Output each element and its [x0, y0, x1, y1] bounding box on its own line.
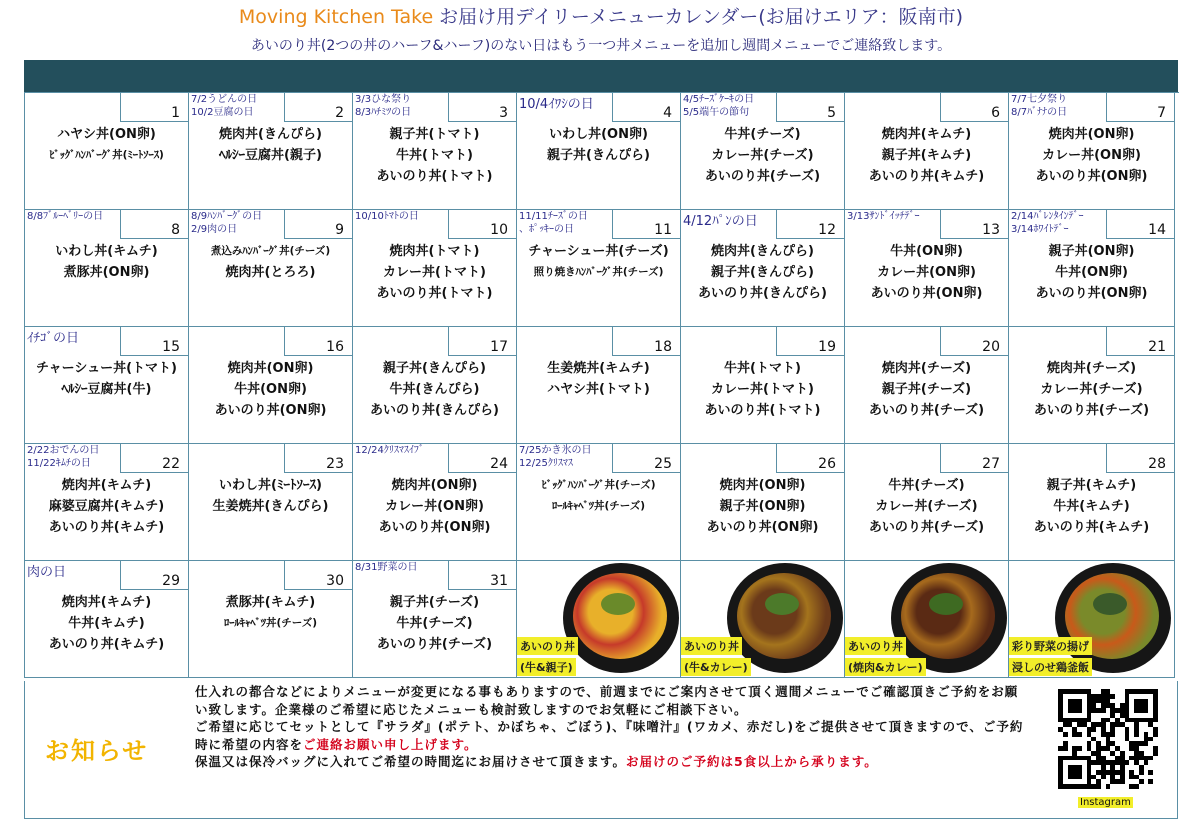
food-photo-cell [1009, 561, 1175, 678]
day-event-note: 7/2うどんの日 [191, 94, 258, 105]
menu-item: 親子丼(ON卵) [1048, 244, 1135, 259]
calendar-day-cell [517, 93, 681, 210]
menu-item: 牛丼(きんぴら) [389, 382, 480, 397]
calendar-day-cell [353, 210, 517, 327]
day-number: 3 [448, 93, 516, 122]
day-event-note: 3/13ｻﾝﾄﾞｲｯﾁﾃﾞｰ [847, 211, 920, 222]
day-number: 2 [284, 93, 352, 122]
menu-item: 親子丼(ON卵) [719, 499, 806, 514]
day-number: 1 [120, 93, 188, 122]
title-text: お届け用デイリーメニューカレンダー(お届けエリア：阪南市) [439, 6, 964, 28]
menu-item: 焼肉丼(きんぴら) [711, 244, 814, 259]
menu-item: カレー丼(ON卵) [385, 499, 484, 514]
day-event-note: 8/31野菜の日 [355, 562, 418, 573]
day-number: 8 [120, 210, 188, 239]
food-photo [845, 561, 1008, 677]
menu-item: ﾛｰﾙｷｬﾍﾞﾂ丼(チーズ) [551, 500, 646, 512]
day-menu-list [845, 124, 1008, 187]
day-event-note: 12/25ｸﾘｽﾏｽ [519, 458, 573, 469]
day-number: 15 [120, 327, 188, 356]
day-event-note: 10/4ｲﾜｼの日 [519, 97, 594, 112]
day-event-note: 8/9ﾊﾝﾊﾞｰｸﾞの日 [191, 211, 263, 222]
photo-label: あいのり丼 [845, 637, 906, 655]
notice-section [24, 681, 1178, 819]
day-event-note: 3/3ひな祭り [355, 94, 412, 105]
menu-item: チャーシュー丼(チーズ) [528, 244, 669, 259]
day-event-note: 8/8ﾌﾞﾙｰﾍﾞﾘｰの日 [27, 211, 104, 222]
day-menu-list [189, 124, 352, 166]
calendar-day-cell [681, 210, 845, 327]
day-menu-list [517, 358, 680, 400]
day-event-note: 5/5端午の節句 [683, 107, 750, 118]
calendar-day-cell [353, 327, 517, 444]
menu-item: あいのり丼(トマト) [376, 286, 493, 301]
notice-title: お知らせ [45, 737, 149, 765]
calendar-day-cell [845, 210, 1009, 327]
menu-item: 煮豚丼(キムチ) [225, 595, 316, 610]
menu-item: 牛丼(トマト) [396, 148, 473, 163]
rice-bowl-image [563, 563, 679, 673]
day-event-note: 11/22ｷﾑﾁの日 [27, 458, 91, 469]
menu-item: あいのり丼(チーズ) [868, 403, 985, 418]
calendar-day-cell [517, 327, 681, 444]
rice-bowl-image [727, 563, 843, 673]
calendar-grid [24, 92, 1179, 678]
food-photo-cell [681, 561, 845, 678]
menu-item: 牛丼(チーズ) [396, 616, 473, 631]
menu-item: あいのり丼(チーズ) [1033, 403, 1150, 418]
day-number: 18 [612, 327, 680, 356]
day-menu-list [25, 592, 188, 655]
menu-item: 親子丼(きんぴら) [547, 148, 650, 163]
day-event-note: 4/5ﾁｰｽﾞｹｰｷの日 [683, 94, 755, 105]
day-number: 25 [612, 444, 680, 473]
calendar-day-cell [681, 444, 845, 561]
menu-item: あいのり丼(ON卵) [214, 403, 327, 418]
day-menu-list [681, 475, 844, 538]
photo-label: あいのり丼 [681, 637, 742, 655]
day-number: 12 [776, 210, 844, 239]
photo-label-detail: (焼肉&カレー) [845, 658, 926, 676]
day-event-note: 10/2豆腐の日 [191, 107, 254, 118]
calendar-day-cell [189, 327, 353, 444]
menu-item: 親子丼(チーズ) [881, 382, 972, 397]
menu-item: ﾛｰﾙｷｬﾍﾞﾂ丼(チーズ) [223, 617, 318, 629]
menu-item: 牛丼(ON卵) [234, 382, 307, 397]
calendar-week-row [25, 561, 1179, 678]
calendar-day-cell [353, 93, 517, 210]
day-event-note: 12/24ｸﾘｽﾏｽｲﾌﾞ [355, 445, 424, 456]
day-number: 26 [776, 444, 844, 473]
menu-item: あいのり丼(キムチ) [868, 169, 985, 184]
calendar-day-cell [353, 444, 517, 561]
menu-item: カレー丼(チーズ) [1040, 382, 1143, 397]
menu-item: 牛丼(キムチ) [68, 616, 145, 631]
menu-item: 親子丼(キムチ) [881, 148, 972, 163]
menu-item: いわし丼(キムチ) [55, 244, 158, 259]
calendar-day-cell [25, 327, 189, 444]
menu-item: 煮込みﾊﾝﾊﾞｰｸﾞ丼(チーズ) [210, 245, 331, 257]
calendar-day-cell [25, 210, 189, 327]
day-event-note: 4/12ﾊﾟﾝの日 [683, 214, 758, 229]
day-menu-list [845, 241, 1008, 304]
menu-item: カレー丼(チーズ) [875, 499, 978, 514]
day-number: 6 [940, 93, 1008, 122]
day-number: 29 [120, 561, 188, 590]
food-photo-cell [845, 561, 1009, 678]
menu-item: ﾍﾙｼｰ豆腐丼(親子) [219, 148, 322, 163]
day-menu-list [353, 124, 516, 187]
calendar-day-cell [1009, 210, 1175, 327]
calendar-day-cell [517, 444, 681, 561]
menu-item: 生姜焼丼(きんぴら) [212, 499, 329, 514]
menu-item: ﾋﾞｯｸﾞﾊﾝﾊﾞｰｸﾞ丼(ﾐｰﾄｿｰｽ) [49, 149, 164, 161]
menu-item: 照り焼きﾊﾝﾊﾞｰｸﾞ丼(チーズ) [533, 266, 664, 278]
menu-item: 焼肉丼(とろろ) [225, 265, 316, 280]
menu-item: ハヤシ丼(ON卵) [57, 127, 156, 142]
menu-item: あいのり丼(きんぴら) [370, 403, 499, 418]
day-menu-list [845, 358, 1008, 421]
menu-item: あいのり丼(ON卵) [1035, 286, 1148, 301]
calendar-day-cell [845, 93, 1009, 210]
day-event-note: ｲﾁｺﾞの日 [27, 331, 80, 346]
day-menu-list [353, 358, 516, 421]
menu-item: 牛丼(ON卵) [1055, 265, 1128, 280]
calendar-week-row [25, 93, 1179, 210]
day-event-note: 8/7ﾊﾞﾅﾅの日 [1011, 107, 1068, 118]
calendar-week-row [25, 327, 1179, 444]
notice-paragraph-1: 仕入れの都合などによりメニューが変更になる事もありますので、前週までにご案内させて頂く週間メニューでご確認頂きご予約をお願い致します。企業様のご希望に応じたメニューも検討致しますのでお気軽にご相談下さい。 [195, 684, 1019, 717]
calendar-day-cell [25, 93, 189, 210]
day-number: 4 [612, 93, 680, 122]
menu-item: あいのり丼(トマト) [376, 169, 493, 184]
day-event-note: 7/7七夕祭り [1011, 94, 1068, 105]
calendar-day-cell [25, 561, 189, 678]
menu-item: あいのり丼(キムチ) [1033, 520, 1150, 535]
calendar-day-cell [25, 444, 189, 561]
menu-item: いわし丼(ON卵) [549, 127, 648, 142]
day-number: 21 [1106, 327, 1174, 356]
instagram-qr-code[interactable] [1058, 689, 1158, 789]
calendar-day-cell [845, 327, 1009, 444]
calendar-day-cell [681, 327, 845, 444]
day-menu-list [845, 475, 1008, 538]
calendar-day-cell [1009, 327, 1175, 444]
calendar-day-cell [189, 93, 353, 210]
day-number: 31 [448, 561, 516, 590]
day-event-note: 10/10ﾄﾏﾄの日 [355, 211, 419, 222]
rice-bowl-image [1055, 563, 1171, 673]
day-menu-list [681, 124, 844, 187]
menu-item: 親子丼(キムチ) [1046, 478, 1137, 493]
menu-item: あいのり丼(チーズ) [868, 520, 985, 535]
notice-paragraph-3-highlight: お届けのご予約は5食以上から承ります。 [626, 754, 878, 769]
day-number: 20 [940, 327, 1008, 356]
food-photo [1009, 561, 1174, 677]
day-menu-list [189, 475, 352, 517]
day-number: 23 [284, 444, 352, 473]
notice-paragraph-2: ご希望に応じてセットとして『サラダ』(ポテト、かぼちゃ、ごぼう)、『味噌汁』(ワカメ、赤だし)をご提供させて頂きますので、ご予約時に希望の内容を [195, 719, 1024, 752]
menu-item: あいのり丼(キムチ) [48, 520, 165, 535]
day-number: 30 [284, 561, 352, 590]
day-event-note: 肉の日 [27, 565, 67, 580]
food-photo-cell [517, 561, 681, 678]
menu-item: あいのり丼(キムチ) [48, 637, 165, 652]
photo-label: あいのり丼 [517, 637, 578, 655]
menu-item: 焼肉丼(ON卵) [391, 478, 478, 493]
day-menu-list [25, 358, 188, 400]
day-number: 28 [1106, 444, 1174, 473]
menu-item: 牛丼(ON卵) [890, 244, 963, 259]
calendar-day-cell [189, 444, 353, 561]
calendar-week-row [25, 444, 1179, 561]
menu-item: 牛丼(トマト) [724, 361, 801, 376]
day-number: 5 [776, 93, 844, 122]
day-number: 13 [940, 210, 1008, 239]
menu-item: あいのり丼(ON卵) [870, 286, 983, 301]
day-menu-list [353, 475, 516, 538]
menu-item: 焼肉丼(キムチ) [61, 478, 152, 493]
day-menu-list [353, 592, 516, 655]
menu-item: 焼肉丼(ON卵) [719, 478, 806, 493]
header-banner [24, 60, 1178, 92]
page-title [0, 4, 1202, 30]
calendar-day-cell [353, 561, 517, 678]
menu-item: あいのり丼(チーズ) [704, 169, 821, 184]
notice-paragraph-2-highlight: ご連絡お願い申し上げます。 [303, 736, 478, 752]
day-number: 7 [1106, 93, 1174, 122]
brand-name: Moving Kitchen Take [238, 6, 434, 28]
menu-item: 焼肉丼(キムチ) [881, 127, 972, 142]
menu-item: いわし丼(ﾐｰﾄｿｰｽ) [219, 478, 322, 493]
menu-item: 焼肉丼(ON卵) [1048, 127, 1135, 142]
rice-bowl-image [891, 563, 1007, 673]
menu-item: ﾍﾙｼｰ豆腐丼(牛) [61, 382, 152, 397]
menu-item: 牛丼(キムチ) [1053, 499, 1130, 514]
photo-label-detail: (牛&カレー) [681, 658, 751, 676]
calendar-day-cell [189, 210, 353, 327]
day-menu-list [25, 124, 188, 166]
menu-item: 焼肉丼(トマト) [389, 244, 480, 259]
day-menu-list [1009, 475, 1174, 538]
menu-item: ハヤシ丼(トマト) [547, 382, 650, 397]
notice-text [195, 683, 1025, 771]
day-event-note: 、ﾎﾟｯｷｰの日 [519, 224, 574, 235]
photo-label-detail: (牛&親子) [517, 658, 576, 676]
menu-item: 焼肉丼(きんぴら) [219, 127, 322, 142]
qr-label: Instagram [1080, 797, 1131, 808]
day-event-note: 7/25かき氷の日 [519, 445, 592, 456]
day-menu-list [353, 241, 516, 304]
menu-item: 焼肉丼(チーズ) [881, 361, 972, 376]
calendar-day-cell [517, 210, 681, 327]
day-event-note: 2/9肉の日 [191, 224, 238, 235]
menu-item: あいのり丼(ON卵) [378, 520, 491, 535]
day-number: 17 [448, 327, 516, 356]
day-menu-list [25, 241, 188, 283]
day-number: 11 [612, 210, 680, 239]
day-event-note: 2/14ﾊﾞﾚﾝﾀｲﾝﾃﾞｰ [1011, 211, 1084, 222]
menu-item: 煮豚丼(ON卵) [63, 265, 150, 280]
menu-item: あいのり丼(きんぴら) [698, 286, 827, 301]
menu-item: 親子丼(トマト) [389, 127, 480, 142]
day-menu-list [25, 475, 188, 538]
day-number: 22 [120, 444, 188, 473]
food-photo [681, 561, 844, 677]
menu-item: カレー丼(トマト) [383, 265, 486, 280]
menu-item: 親子丼(きんぴら) [383, 361, 486, 376]
menu-item: 牛丼(チーズ) [888, 478, 965, 493]
menu-item: チャーシュー丼(トマト) [36, 361, 177, 376]
day-menu-list [517, 124, 680, 166]
photo-label: 彩り野菜の揚げ [1009, 637, 1092, 655]
day-menu-list [189, 592, 352, 634]
menu-item: 麻婆豆腐丼(キムチ) [48, 499, 165, 514]
calendar-day-cell [189, 561, 353, 678]
subtitle: あいのり丼(2つの丼のハーフ&ハーフ)のない日はもう一つ丼メニューを追加し週間メニューでご連絡致します。 [250, 38, 952, 54]
day-menu-list [1009, 124, 1174, 187]
calendar-week-row [25, 210, 1179, 327]
menu-item: 焼肉丼(ON卵) [227, 361, 314, 376]
day-number: 10 [448, 210, 516, 239]
day-menu-list [517, 241, 680, 283]
calendar-day-cell [845, 444, 1009, 561]
menu-item: ﾋﾞｯｸﾞﾊﾝﾊﾞｰｸﾞ丼(チーズ) [541, 479, 656, 491]
day-menu-list [189, 241, 352, 283]
menu-item: カレー丼(ON卵) [877, 265, 976, 280]
menu-item: 生姜焼丼(キムチ) [547, 361, 650, 376]
day-event-note: 8/3ﾊﾁﾐﾂの日 [355, 107, 412, 118]
photo-label-detail: 浸しのせ鶏釜飯 [1009, 658, 1092, 676]
menu-item: 牛丼(チーズ) [724, 127, 801, 142]
notice-paragraph-3: 保温又は保冷バッグに入れてご希望の時間迄にお届けさせて頂きます。 [195, 754, 627, 769]
menu-item: カレー丼(ON卵) [1042, 148, 1141, 163]
day-event-note: 2/22おでんの日 [27, 445, 100, 456]
day-menu-list [681, 241, 844, 304]
menu-item: あいのり丼(ON卵) [1035, 169, 1148, 184]
calendar-day-cell [681, 93, 845, 210]
food-photo [517, 561, 680, 677]
menu-item: カレー丼(トマト) [711, 382, 814, 397]
day-menu-list [1009, 241, 1174, 304]
day-number: 27 [940, 444, 1008, 473]
calendar-day-cell [1009, 444, 1175, 561]
day-number: 19 [776, 327, 844, 356]
day-menu-list [189, 358, 352, 421]
menu-item: カレー丼(チーズ) [711, 148, 814, 163]
menu-item: 親子丼(チーズ) [389, 595, 480, 610]
day-number: 24 [448, 444, 516, 473]
day-event-note: 11/11ﾁｰｽﾞの日 [519, 211, 588, 222]
menu-item: 焼肉丼(キムチ) [61, 595, 152, 610]
menu-item: 親子丼(きんぴら) [711, 265, 814, 280]
day-number: 9 [284, 210, 352, 239]
menu-item: あいのり丼(トマト) [704, 403, 821, 418]
day-menu-list [517, 475, 680, 517]
day-number: 16 [284, 327, 352, 356]
day-number: 14 [1106, 210, 1174, 239]
day-menu-list [1009, 358, 1174, 421]
menu-item: あいのり丼(ON卵) [706, 520, 819, 535]
menu-item: 焼肉丼(チーズ) [1046, 361, 1137, 376]
menu-item: あいのり丼(チーズ) [376, 637, 493, 652]
day-menu-list [681, 358, 844, 421]
day-event-note: 3/14ﾎﾜｲﾄﾃﾞｰ [1011, 224, 1069, 235]
calendar-day-cell [1009, 93, 1175, 210]
